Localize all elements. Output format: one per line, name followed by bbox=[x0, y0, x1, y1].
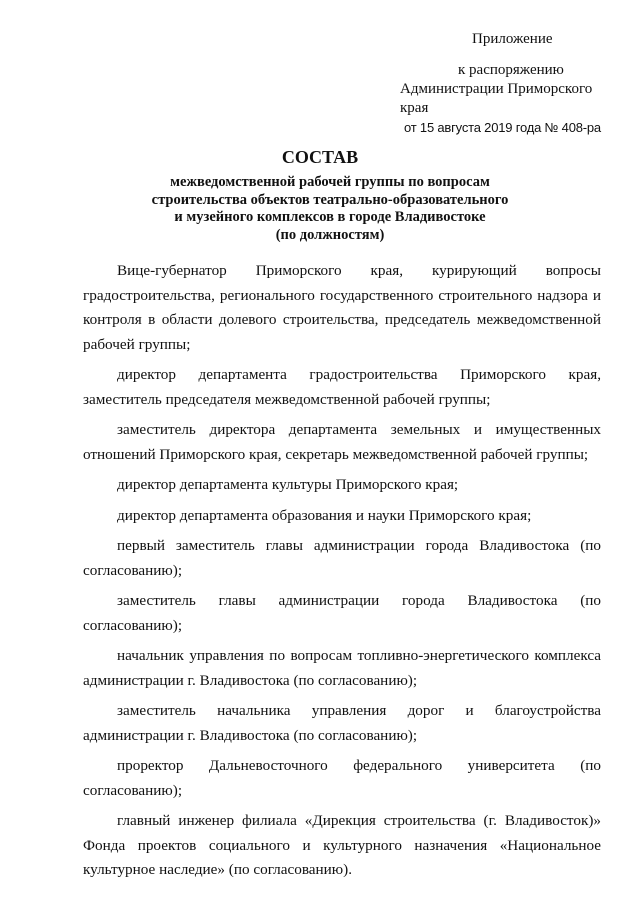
member-item: заместитель директора департамента земельных и имущественных отношений Приморского края, секретарь межведомственной рабочей группы; bbox=[83, 421, 601, 463]
member-item: первый заместитель главы администрации города Владивостока (по согласованию); bbox=[83, 537, 601, 579]
member-item: заместитель главы администрации города Владивостока (по согласованию); bbox=[83, 592, 601, 634]
member-item: директор департамента градостроительства Приморского края, заместитель председателя межведомственной рабочей группы; bbox=[83, 366, 601, 408]
member-item: директор департамента образования и науки Приморского края; bbox=[117, 506, 532, 524]
subheading-line: и музейного комплексов в городе Владивостоке bbox=[174, 209, 486, 225]
member-item: начальник управления по вопросам топливно-энергетического комплекса администрации г. Владивостока (по согласованию); bbox=[83, 647, 601, 689]
appendix-date: от 15 августа 2019 года № 408-ра bbox=[404, 120, 601, 135]
appendix-to: к распоряжению bbox=[458, 62, 564, 78]
member-item: главный инженер филиала «Дирекция строительства (г. Владивосток)» Фонда проектов социального и культурного назначения «Национальное культурное наследие» (по согласованию). bbox=[83, 812, 601, 878]
member-item: директор департамента культуры Приморского края; bbox=[117, 476, 459, 493]
subheading-line: межведомственной рабочей группы по вопросам bbox=[170, 174, 490, 190]
member-item: Вице-губернатор Приморского края, курирующий вопросы градостроительства, регионального государственного строительного надзора и контроля в области долевого строительства, председатель межведомственной рабочей группы; bbox=[83, 262, 601, 353]
appendix-block bbox=[372, 30, 622, 137]
member-item: заместитель начальника управления дорог и благоустройства администрации г. Владивостока (по согласованию); bbox=[83, 702, 601, 744]
document-heading: СОСТАВ bbox=[281, 147, 359, 167]
subheading-line: (по должностям) bbox=[275, 226, 385, 243]
document-subheading bbox=[80, 174, 580, 244]
appendix-organization: Администрации Приморского края bbox=[400, 81, 593, 116]
member-item: проректор Дальневосточного федерального университета (по согласованию); bbox=[83, 757, 601, 799]
appendix-title: Приложение bbox=[472, 31, 553, 47]
subheading-line: строительства объектов театрально-образовательного bbox=[151, 191, 509, 208]
members-list bbox=[83, 259, 601, 883]
